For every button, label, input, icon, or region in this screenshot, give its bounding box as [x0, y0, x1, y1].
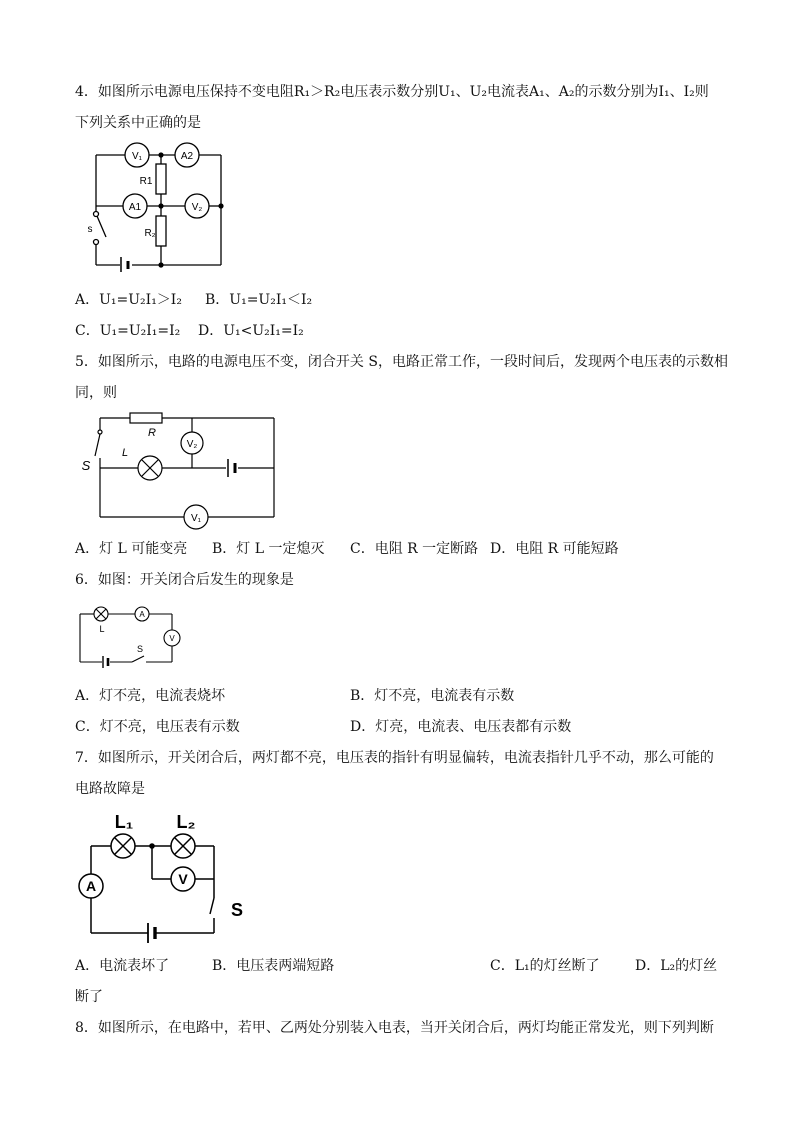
q4-circuit-diagram	[88, 140, 233, 272]
q6-option-d[interactable]: D．灯亮，电流表、电压表都有示数	[350, 719, 572, 735]
q5-label-r: R	[148, 427, 156, 439]
q4-label-a2: A2	[180, 151, 194, 162]
q4-label-v1: V₁	[131, 151, 143, 162]
q5-option-d[interactable]: D．电阻 R 可能短路	[490, 541, 619, 557]
q6-label-s: S	[136, 644, 144, 654]
q4-label-a1: A1	[128, 202, 142, 213]
q7-option-d[interactable]: D．L₂的灯丝	[635, 958, 718, 974]
q4-label-r2: R₂	[144, 228, 156, 239]
q5-option-a[interactable]: A．灯 L 可能变亮	[75, 541, 188, 557]
q5-stem-line1: 5．如图所示，电路的电源电压不变，闭合开关 S，电路正常工作，一段时间后，发现两个电压表的示数相	[75, 354, 728, 370]
q6-stem-line1: 6．如图：开关闭合后发生的现象是	[75, 572, 294, 588]
q6-circuit-diagram	[78, 600, 188, 668]
q5-circuit-diagram	[78, 408, 283, 530]
q7-label-l1: L₁	[114, 812, 134, 832]
q5-stem-line2: 同，则	[75, 385, 117, 401]
q4-option-c[interactable]: C．U₁=U₂I₁=I₂	[75, 323, 181, 339]
q7-stem-line1: 7．如图所示，开关闭合后，两灯都不亮，电压表的指针有明显偏转，电流表指针几乎不动，那么可能的	[75, 750, 714, 766]
q7-option-a[interactable]: A．电流表坏了	[75, 958, 170, 974]
q6-option-b[interactable]: B．灯不亮，电流表有示数	[350, 688, 515, 704]
q8-stem-line1: 8．如图所示，在电路中，若甲、乙两处分别装入电表，当开关闭合后，两灯均能正常发光，则下列判断	[75, 1020, 714, 1036]
q7-option-c[interactable]: C．L₁的灯丝断了	[490, 958, 600, 974]
q6-label-v: V	[169, 634, 175, 643]
q4-option-a[interactable]: A．U₁=U₂I₁＞I₂	[75, 292, 182, 308]
q4-label-v2: V₂	[191, 202, 203, 213]
q4-stem-line2: 下列关系中正确的是	[75, 115, 201, 131]
q5-label-v2: V₂	[186, 439, 198, 450]
q5-option-b[interactable]: B．灯 L 一定熄灭	[212, 541, 325, 557]
q7-option-b[interactable]: B．电压表两端短路	[212, 958, 335, 974]
q7-option-d-continued: 断了	[75, 989, 103, 1005]
q4-option-b[interactable]: B．U₁=U₂I₁＜I₂	[205, 292, 313, 308]
q4-label-r1: R1	[139, 176, 153, 187]
q7-label-a: A	[85, 878, 97, 894]
q5-label-l: L	[121, 447, 129, 459]
q7-circuit-diagram	[78, 806, 250, 946]
q6-option-c[interactable]: C．灯不亮，电压表有示数	[75, 719, 240, 735]
q5-option-c[interactable]: C．电阻 R 一定断路	[350, 541, 479, 557]
q5-label-s: S	[81, 458, 91, 473]
q7-label-l2: L₂	[176, 812, 196, 832]
q6-label-l: L	[99, 624, 105, 634]
q6-option-a[interactable]: A．灯不亮，电流表烧坏	[75, 688, 226, 704]
q5-label-v1: V₁	[190, 513, 202, 524]
q7-label-s: S	[230, 900, 244, 920]
q6-label-a: A	[139, 610, 145, 619]
q4-option-d[interactable]: D．U₁<U₂I₁=I₂	[198, 323, 304, 339]
q7-label-v: V	[178, 871, 188, 887]
q7-stem-line2: 电路故障是	[75, 781, 145, 797]
q4-label-s: s	[88, 224, 93, 235]
q4-stem-line1: 4．如图所示电源电压保持不变电阻R₁＞R₂电压表示数分别U₁、U₂电流表A₁、A₂的示数分别为I₁、I₂则	[75, 84, 709, 100]
